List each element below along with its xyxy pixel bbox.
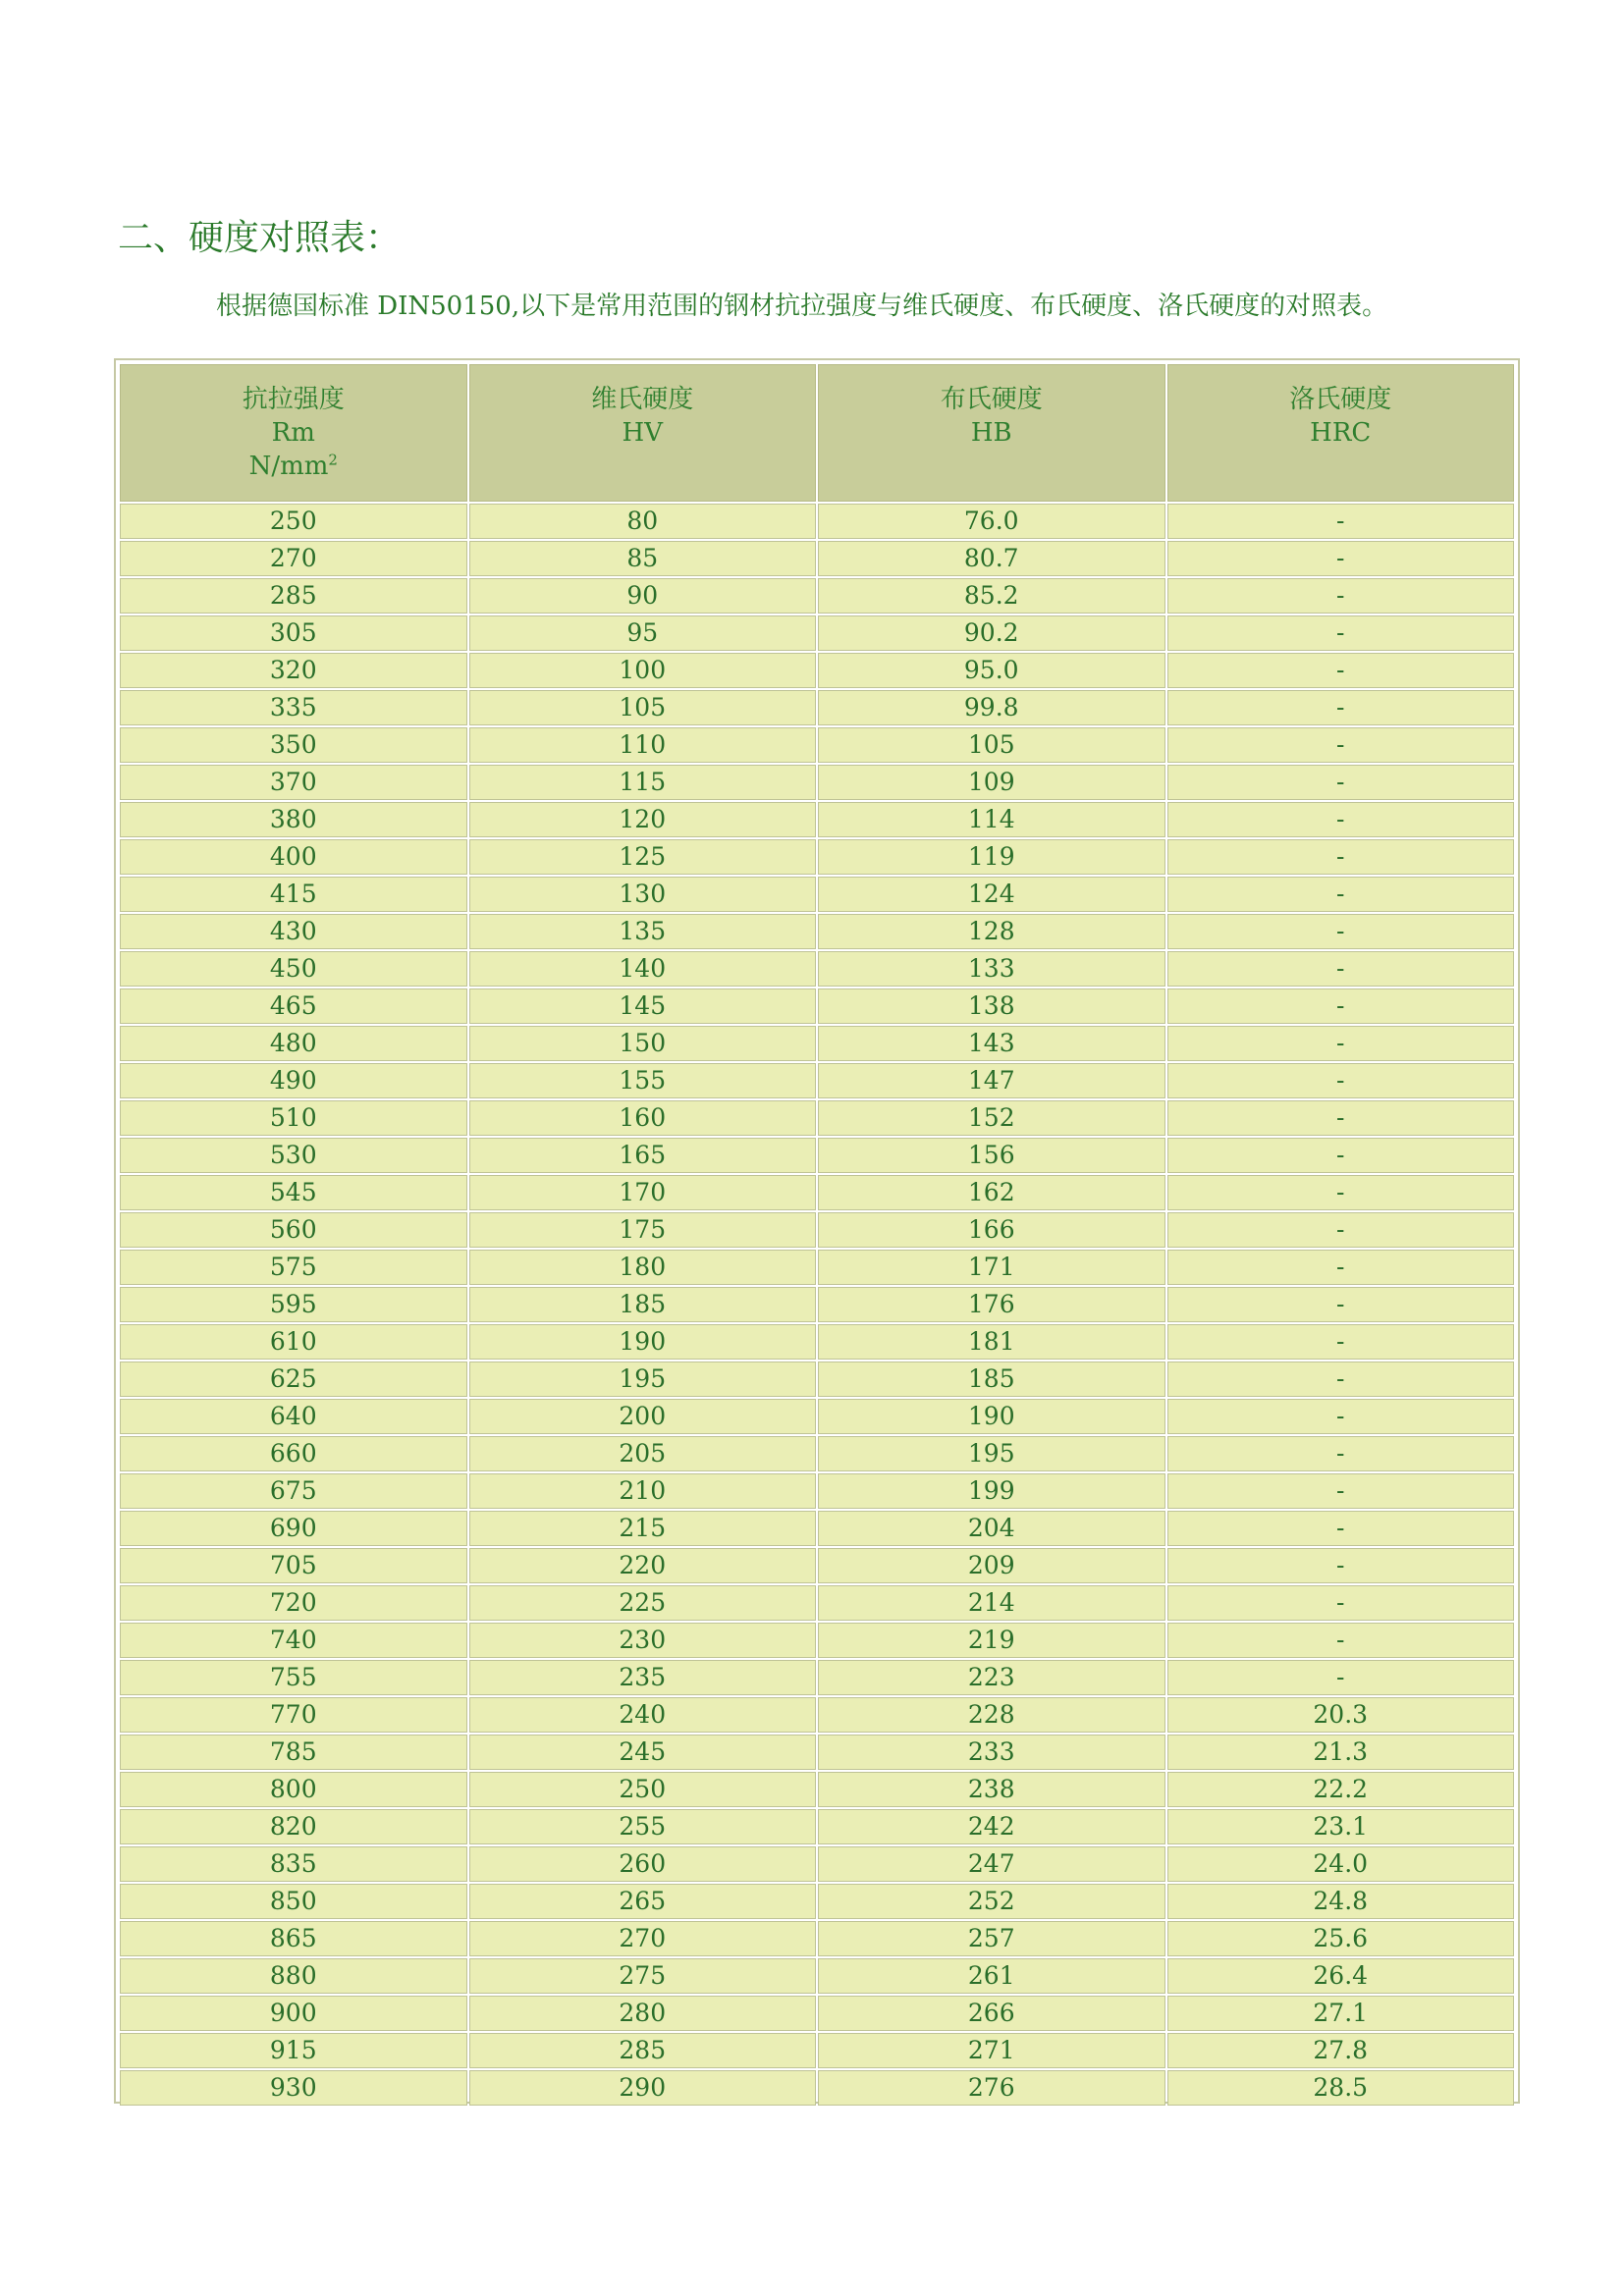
brinell-cell: 80.7 <box>818 541 1165 576</box>
hardness-table <box>118 362 1516 2108</box>
vickers-cell: 120 <box>469 802 817 837</box>
vickers-cell: 215 <box>469 1511 817 1546</box>
vickers-cell: 160 <box>469 1100 817 1136</box>
tensile-strength-cell: 720 <box>120 1585 467 1621</box>
table-row <box>120 1175 1514 1210</box>
tensile-strength-cell: 450 <box>120 951 467 987</box>
tensile-strength-cell: 820 <box>120 1809 467 1844</box>
table-row <box>120 578 1514 614</box>
table-row <box>120 1063 1514 1098</box>
table-row <box>120 1958 1514 1994</box>
vickers-cell: 180 <box>469 1250 817 1285</box>
tensile-strength-cell: 850 <box>120 1884 467 1919</box>
rockwell-cell: - <box>1167 951 1515 987</box>
vickers-cell: 90 <box>469 578 817 614</box>
rockwell-cell: - <box>1167 988 1515 1024</box>
vickers-cell: 135 <box>469 914 817 949</box>
vickers-cell: 130 <box>469 877 817 912</box>
rockwell-cell: 27.8 <box>1167 2033 1515 2068</box>
brinell-cell: 109 <box>818 765 1165 800</box>
rockwell-cell: - <box>1167 578 1515 614</box>
brinell-cell: 181 <box>818 1324 1165 1360</box>
brinell-cell: 190 <box>818 1399 1165 1434</box>
rockwell-cell: - <box>1167 1250 1515 1285</box>
rockwell-cell: - <box>1167 1436 1515 1471</box>
tensile-strength-cell: 740 <box>120 1623 467 1658</box>
brinell-cell: 257 <box>818 1921 1165 1956</box>
rockwell-cell: 28.5 <box>1167 2070 1515 2106</box>
vickers-cell: 260 <box>469 1846 817 1882</box>
vickers-cell: 85 <box>469 541 817 576</box>
header-unit-base: N/mm <box>248 452 329 481</box>
rockwell-cell: - <box>1167 839 1515 875</box>
brinell-cell: 228 <box>818 1697 1165 1733</box>
tensile-strength-cell: 625 <box>120 1362 467 1397</box>
tensile-strength-cell: 380 <box>120 802 467 837</box>
brinell-cell: 209 <box>818 1548 1165 1583</box>
tensile-strength-cell: 465 <box>120 988 467 1024</box>
table-row <box>120 1324 1514 1360</box>
vickers-cell: 125 <box>469 839 817 875</box>
tensile-strength-cell: 865 <box>120 1921 467 1956</box>
header-symbol: HB <box>970 418 1012 448</box>
tensile-strength-cell: 490 <box>120 1063 467 1098</box>
table-row <box>120 1548 1514 1583</box>
vickers-cell: 265 <box>469 1884 817 1919</box>
tensile-strength-cell: 350 <box>120 727 467 763</box>
tensile-strength-cell: 785 <box>120 1735 467 1770</box>
tensile-strength-cell: 545 <box>120 1175 467 1210</box>
table-row <box>120 1362 1514 1397</box>
rockwell-cell: 20.3 <box>1167 1697 1515 1733</box>
rockwell-cell: - <box>1167 727 1515 763</box>
header-symbol: Rm <box>271 418 315 448</box>
vickers-cell: 100 <box>469 653 817 688</box>
table-row <box>120 1511 1514 1546</box>
header-symbol: HRC <box>1310 418 1372 448</box>
rockwell-cell: 25.6 <box>1167 1921 1515 1956</box>
brinell-cell: 252 <box>818 1884 1165 1919</box>
tensile-strength-cell: 915 <box>120 2033 467 2068</box>
vickers-cell: 115 <box>469 765 817 800</box>
table-row <box>120 615 1514 651</box>
vickers-cell: 95 <box>469 615 817 651</box>
brinell-cell: 261 <box>818 1958 1165 1994</box>
rockwell-cell: 22.2 <box>1167 1772 1515 1807</box>
table-row <box>120 1436 1514 1471</box>
brinell-cell: 119 <box>818 839 1165 875</box>
rockwell-cell: - <box>1167 1324 1515 1360</box>
tensile-strength-cell: 430 <box>120 914 467 949</box>
header-unit <box>121 450 466 483</box>
vickers-cell: 175 <box>469 1212 817 1248</box>
table-row <box>120 1772 1514 1807</box>
table-row <box>120 504 1514 539</box>
table-row <box>120 727 1514 763</box>
rockwell-cell: - <box>1167 1287 1515 1322</box>
table-row <box>120 1026 1514 1061</box>
vickers-cell: 110 <box>469 727 817 763</box>
rockwell-cell: 24.0 <box>1167 1846 1515 1882</box>
table-row <box>120 765 1514 800</box>
header-name: 洛氏硬度 <box>1289 385 1392 414</box>
tensile-strength-cell: 675 <box>120 1473 467 1509</box>
vickers-cell: 210 <box>469 1473 817 1509</box>
rockwell-cell: - <box>1167 1175 1515 1210</box>
tensile-strength-cell: 660 <box>120 1436 467 1471</box>
table-row <box>120 1996 1514 2031</box>
tensile-strength-cell: 595 <box>120 1287 467 1322</box>
tensile-strength-cell: 880 <box>120 1958 467 1994</box>
brinell-cell: 238 <box>818 1772 1165 1807</box>
header-vickers <box>469 364 817 502</box>
vickers-cell: 190 <box>469 1324 817 1360</box>
table-row <box>120 1138 1514 1173</box>
table-row <box>120 1884 1514 1919</box>
vickers-cell: 105 <box>469 690 817 725</box>
vickers-cell: 170 <box>469 1175 817 1210</box>
tensile-strength-cell: 800 <box>120 1772 467 1807</box>
rockwell-cell: - <box>1167 1660 1515 1695</box>
header-name: 抗拉强度 <box>242 385 345 414</box>
rockwell-cell: - <box>1167 1212 1515 1248</box>
header-rockwell <box>1167 364 1515 502</box>
tensile-strength-cell: 530 <box>120 1138 467 1173</box>
tensile-strength-cell: 270 <box>120 541 467 576</box>
rockwell-cell: 23.1 <box>1167 1809 1515 1844</box>
rockwell-cell: - <box>1167 1399 1515 1434</box>
vickers-cell: 145 <box>469 988 817 1024</box>
brinell-cell: 133 <box>818 951 1165 987</box>
rockwell-cell: 26.4 <box>1167 1958 1515 1994</box>
vickers-cell: 165 <box>469 1138 817 1173</box>
brinell-cell: 247 <box>818 1846 1165 1882</box>
tensile-strength-cell: 640 <box>120 1399 467 1434</box>
tensile-strength-cell: 690 <box>120 1511 467 1546</box>
table-row <box>120 1473 1514 1509</box>
rockwell-cell: 21.3 <box>1167 1735 1515 1770</box>
tensile-strength-cell: 930 <box>120 2070 467 2106</box>
vickers-cell: 150 <box>469 1026 817 1061</box>
brinell-cell: 114 <box>818 802 1165 837</box>
brinell-cell: 76.0 <box>818 504 1165 539</box>
table-row <box>120 1697 1514 1733</box>
table-row <box>120 839 1514 875</box>
brinell-cell: 166 <box>818 1212 1165 1248</box>
header-name: 布氏硬度 <box>940 385 1043 414</box>
table-row <box>120 877 1514 912</box>
rockwell-cell: - <box>1167 1100 1515 1136</box>
rockwell-cell: - <box>1167 914 1515 949</box>
vickers-cell: 185 <box>469 1287 817 1322</box>
vickers-cell: 285 <box>469 2033 817 2068</box>
tensile-strength-cell: 400 <box>120 839 467 875</box>
table-row <box>120 541 1514 576</box>
table-row <box>120 1735 1514 1770</box>
table-row <box>120 690 1514 725</box>
brinell-cell: 242 <box>818 1809 1165 1844</box>
vickers-cell: 220 <box>469 1548 817 1583</box>
rockwell-cell: - <box>1167 653 1515 688</box>
rockwell-cell: - <box>1167 690 1515 725</box>
brinell-cell: 147 <box>818 1063 1165 1098</box>
brinell-cell: 85.2 <box>818 578 1165 614</box>
brinell-cell: 95.0 <box>818 653 1165 688</box>
brinell-cell: 223 <box>818 1660 1165 1695</box>
intro-paragraph: 根据德国标准 DIN50150,以下是常用范围的钢材抗拉强度与维氏硬度、布氏硬度、洛氏硬度的对照表。 <box>216 292 1388 321</box>
tensile-strength-cell: 415 <box>120 877 467 912</box>
vickers-cell: 270 <box>469 1921 817 1956</box>
table-row <box>120 1250 1514 1285</box>
rockwell-cell: - <box>1167 1063 1515 1098</box>
page-title: 二、硬度对照表： <box>118 218 402 258</box>
tensile-strength-cell: 335 <box>120 690 467 725</box>
rockwell-cell: 27.1 <box>1167 1996 1515 2031</box>
brinell-cell: 90.2 <box>818 615 1165 651</box>
brinell-cell: 176 <box>818 1287 1165 1322</box>
brinell-cell: 105 <box>818 727 1165 763</box>
tensile-strength-cell: 835 <box>120 1846 467 1882</box>
tensile-strength-cell: 900 <box>120 1996 467 2031</box>
rockwell-cell: - <box>1167 615 1515 651</box>
rockwell-cell: - <box>1167 802 1515 837</box>
rockwell-cell: - <box>1167 1511 1515 1546</box>
header-name: 维氏硬度 <box>591 385 694 414</box>
brinell-cell: 162 <box>818 1175 1165 1210</box>
tensile-strength-cell: 250 <box>120 504 467 539</box>
brinell-cell: 266 <box>818 1996 1165 2031</box>
table-row <box>120 1287 1514 1322</box>
vickers-cell: 205 <box>469 1436 817 1471</box>
rockwell-cell: - <box>1167 1026 1515 1061</box>
rockwell-cell: - <box>1167 765 1515 800</box>
vickers-cell: 140 <box>469 951 817 987</box>
table-row <box>120 2033 1514 2068</box>
brinell-cell: 152 <box>818 1100 1165 1136</box>
brinell-cell: 124 <box>818 877 1165 912</box>
table-row <box>120 1660 1514 1695</box>
table-row <box>120 1809 1514 1844</box>
vickers-cell: 80 <box>469 504 817 539</box>
brinell-cell: 219 <box>818 1623 1165 1658</box>
vickers-cell: 290 <box>469 2070 817 2106</box>
table-row <box>120 1100 1514 1136</box>
vickers-cell: 275 <box>469 1958 817 1994</box>
vickers-cell: 230 <box>469 1623 817 1658</box>
rockwell-cell: - <box>1167 1362 1515 1397</box>
brinell-cell: 185 <box>818 1362 1165 1397</box>
vickers-cell: 240 <box>469 1697 817 1733</box>
vickers-cell: 200 <box>469 1399 817 1434</box>
rockwell-cell: - <box>1167 504 1515 539</box>
rockwell-cell: - <box>1167 1623 1515 1658</box>
brinell-cell: 271 <box>818 2033 1165 2068</box>
rockwell-cell: 24.8 <box>1167 1884 1515 1919</box>
vickers-cell: 245 <box>469 1735 817 1770</box>
brinell-cell: 214 <box>818 1585 1165 1621</box>
vickers-cell: 195 <box>469 1362 817 1397</box>
table-row <box>120 1212 1514 1248</box>
vickers-cell: 255 <box>469 1809 817 1844</box>
table-row <box>120 1846 1514 1882</box>
tensile-strength-cell: 560 <box>120 1212 467 1248</box>
tensile-strength-cell: 285 <box>120 578 467 614</box>
table-row <box>120 653 1514 688</box>
vickers-cell: 235 <box>469 1660 817 1695</box>
tensile-strength-cell: 305 <box>120 615 467 651</box>
rockwell-cell: - <box>1167 1473 1515 1509</box>
tensile-strength-cell: 480 <box>120 1026 467 1061</box>
table-row <box>120 1399 1514 1434</box>
brinell-cell: 233 <box>818 1735 1165 1770</box>
rockwell-cell: - <box>1167 1585 1515 1621</box>
table-row <box>120 2070 1514 2106</box>
tensile-strength-cell: 610 <box>120 1324 467 1360</box>
brinell-cell: 204 <box>818 1511 1165 1546</box>
table-row <box>120 802 1514 837</box>
table-row <box>120 1585 1514 1621</box>
table-row <box>120 1623 1514 1658</box>
rockwell-cell: - <box>1167 1138 1515 1173</box>
brinell-cell: 199 <box>818 1473 1165 1509</box>
table-body <box>120 504 1514 2106</box>
tensile-strength-cell: 575 <box>120 1250 467 1285</box>
tensile-strength-cell: 705 <box>120 1548 467 1583</box>
vickers-cell: 225 <box>469 1585 817 1621</box>
tensile-strength-cell: 755 <box>120 1660 467 1695</box>
brinell-cell: 128 <box>818 914 1165 949</box>
table-row <box>120 1921 1514 1956</box>
rockwell-cell: - <box>1167 541 1515 576</box>
table-row <box>120 914 1514 949</box>
vickers-cell: 280 <box>469 1996 817 2031</box>
header-tensile-strength <box>120 364 467 502</box>
header-unit-sup: 2 <box>328 451 338 469</box>
brinell-cell: 195 <box>818 1436 1165 1471</box>
hardness-table-container <box>114 358 1520 2104</box>
rockwell-cell: - <box>1167 877 1515 912</box>
table-row <box>120 988 1514 1024</box>
tensile-strength-cell: 770 <box>120 1697 467 1733</box>
table-row <box>120 951 1514 987</box>
tensile-strength-cell: 510 <box>120 1100 467 1136</box>
brinell-cell: 143 <box>818 1026 1165 1061</box>
table-header-row <box>120 364 1514 502</box>
brinell-cell: 171 <box>818 1250 1165 1285</box>
tensile-strength-cell: 370 <box>120 765 467 800</box>
tensile-strength-cell: 320 <box>120 653 467 688</box>
header-brinell <box>818 364 1165 502</box>
header-symbol: HV <box>622 418 663 448</box>
brinell-cell: 138 <box>818 988 1165 1024</box>
vickers-cell: 250 <box>469 1772 817 1807</box>
vickers-cell: 155 <box>469 1063 817 1098</box>
brinell-cell: 99.8 <box>818 690 1165 725</box>
rockwell-cell: - <box>1167 1548 1515 1583</box>
brinell-cell: 276 <box>818 2070 1165 2106</box>
brinell-cell: 156 <box>818 1138 1165 1173</box>
